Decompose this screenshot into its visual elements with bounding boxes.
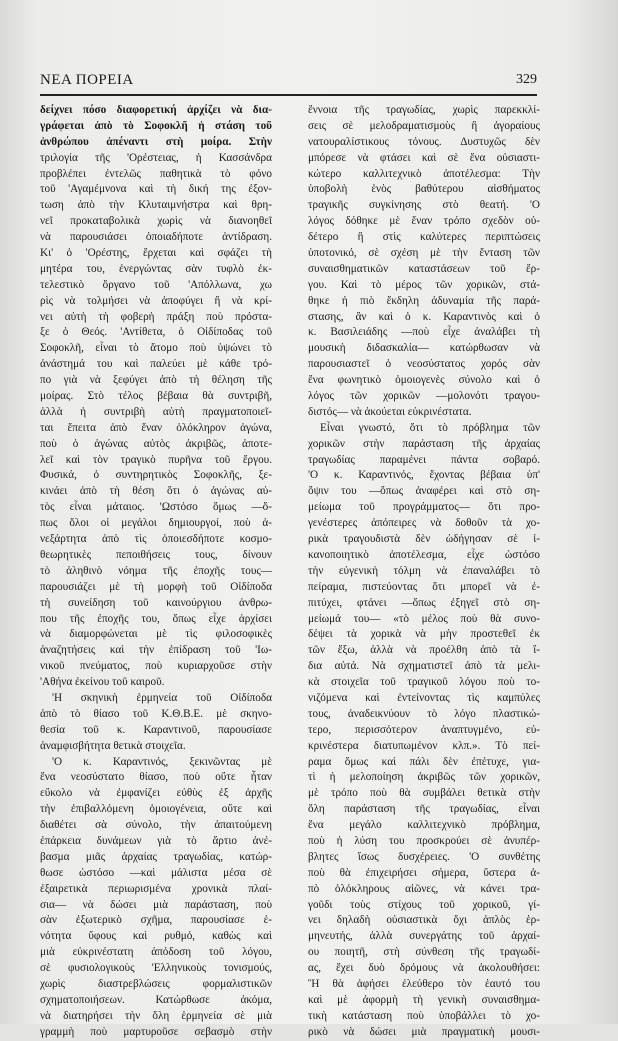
text-line: κανοποιητικὸ ἀποτέλεσμα, εἶχε ὡστόσο xyxy=(308,548,540,561)
text-line: ἀναζητήσεις καὶ τὴν ἐπίδραση τοῦ 'Ιω- xyxy=(40,644,272,657)
text-line: ἕνα νεοσύστατο θίασο, ποὺ οὔτε ἦταν xyxy=(40,771,272,784)
text-line: μοίρας. Στὸ τέλος βέβαια θὰ συντριβῆ, xyxy=(40,390,272,403)
text-line: γοῦδι τοὺς στίχους τοῦ χορικοῦ, γί- xyxy=(308,898,540,911)
text-line: γράφεται ἀπὸ τὸ Σοφοκλῆ ἡ στάση τοῦ xyxy=(40,119,272,132)
text-line: μὲ τρόπο ποὺ θὰ συμβάλει θετικὰ στὴν xyxy=(308,787,540,800)
text-line: δείχνει πόσο διαφορετική ἀρχίζει νὰ δια- xyxy=(40,104,272,116)
text-line: μείωμα τοῦ προγράμματος— ὅτι προ- xyxy=(308,501,540,514)
text-line: σια— νὰ δώσει μιὰ παράσταση, ποὺ xyxy=(40,898,272,911)
text-line: στασης, ἂν καὶ ὁ κ. Καραντινὸς καὶ ὁ xyxy=(308,310,540,323)
text-line: εὔκολο νὰ ἐμφανίζει εὐθὺς ἐξ ἀρχῆς xyxy=(40,787,272,800)
text-line: τραγωδίας παραμένει πάντα σοβαρό. xyxy=(308,453,540,466)
text-line: πως ὅλοι οἱ μεγάλοι δημιουργοί, ποὺ ἀ- xyxy=(40,517,272,530)
text-line: διστός— νὰ ἀκούεται εὐκρινέστατα. xyxy=(308,405,472,418)
text-line: δέτερο ἢ στὶς καλύτερες περιπτώσεις xyxy=(308,231,540,244)
text-line: Ἢ θὰ ἀφήσει ἐλεύθερο τὸν ἑαυτό του xyxy=(308,977,540,990)
text-line: τὸ ἀληθινὸ νόημα τῆς ἐποχῆς τους— xyxy=(40,564,272,577)
text-line: πὸ ὁλόκληρους αἰῶνες, νὰ κάνει τρα- xyxy=(308,882,540,895)
text-line: τριλογία τῆς 'Ορέστειας, ἡ Κασσάνδρα xyxy=(40,151,272,164)
text-line: Φυσικά, ὁ συντηρητικὸς Σοφοκλῆς, ξε- xyxy=(40,469,272,482)
right-column xyxy=(308,103,540,1041)
text-line: ἐπάρκεια δυνάμεων γιὰ τὸ ἄρτιο ἀνέ- xyxy=(40,834,272,847)
text-line: σεις σὲ μελοδραματισμοὺς ἢ ἀγοραίους xyxy=(308,119,540,132)
text-line: ρικὰ τραγουδιστὰ δὲν ὡδήγησαν σὲ ἱ- xyxy=(308,533,540,546)
text-line: κὰ στοιχεῖα τοῦ τραγικοῦ λόγου ποὺ το- xyxy=(308,676,540,689)
text-line: τραγικῆς συγκίνησης στὸ θεατή. 'Ο xyxy=(308,199,540,212)
text-line: καὶ μὲ ἀφορμὴ τὴ γενικὴ συναισθημα- xyxy=(308,993,540,1006)
text-line: λεῖ καὶ τὸν τραγικὸ πυρῆνα τοῦ ἔργου. xyxy=(40,453,272,466)
text-line: ποὺ ἡ λύση του προσκρούει σὲ ἀνυπέρ- xyxy=(308,834,540,847)
text-line: χωρὶς διαστρεβλώσεις φορμαλιστικῶν xyxy=(40,977,272,990)
text-line: ἕνα φωνητικὸ ὁμοιογενὲς σύνολο καὶ ὁ xyxy=(308,374,540,387)
text-line: διαθέτει σὰ σύνολο, τὴν ἀπαιτούμενη xyxy=(40,819,272,832)
text-line: Εἶναι γνωστό, ὅτι τὸ πρόβλημα τῶν xyxy=(320,421,540,434)
text-line: ἀνάστημά του καὶ παλεύει μὲ κάθε τρό- xyxy=(40,358,272,371)
text-line: ου ποιητῆ, στὴ σύνθεση τῆς τραγωδί- xyxy=(308,946,540,959)
text-line: κώτερο καλλιτεχνικὸ ἀποτέλεσμα: Τὴν xyxy=(308,167,540,180)
text-line: ὑποτονικό, σὲ σχέση μὲ τὴν ἔνταση τῶν xyxy=(308,247,540,260)
text-line: ἕνα μεγάλο καλλιτεχνικὸ πρόβλημα, xyxy=(308,819,540,832)
text-line: Κι' ὁ 'Ορέστης, ἔρχεται καὶ σφάζει τὴ xyxy=(40,247,272,260)
text-line: νεξάρτητα ἀπὸ τὶς ὁποιεσδήποτε κοσμο- xyxy=(40,533,272,546)
text-line: γραμμὴ ποὺ μαρτυροῦσε σεβασμὸ στὴν xyxy=(40,1025,272,1038)
left-column xyxy=(40,103,272,1041)
text-line: 'Η σκηνικὴ ἑρμηνεία τοῦ Οἰδίποδα xyxy=(52,691,272,704)
text-line: τωση ἀπὸ τὴν Κλυταιμνήστρα καὶ θρη- xyxy=(40,199,272,212)
text-line: τὴ συνείδηση τοῦ καινούργιου ἀνθρω- xyxy=(40,596,272,609)
text-line: μουσικὴ διδασκαλία— κατώρθωσαν νὰ xyxy=(308,342,540,355)
text-line: παρουσιαστεῖ ὁ νεοσύστατος χορός σὰν xyxy=(308,358,540,371)
text-line: 'Αθήνα ἐκείνου τοῦ καιροῦ. xyxy=(40,676,165,689)
text-line: μιὰ εὐκρινέστατη ἀπόδοση τοῦ λόγου, xyxy=(40,946,272,959)
text-line: σὰν ἐξωτερικὸ σχῆμα, παρουσίασε ἑ- xyxy=(40,914,272,927)
text-line: νικοῦ πνεύματος, ποὺ κυριαρχοῦσε στὴν xyxy=(40,660,272,673)
text-line: τελεστικὸ ὄργανο τοῦ 'Απόλλωνα, χω xyxy=(40,278,272,291)
text-line: θεσία τοῦ κ. Καραντινοῦ, παρουσίασε xyxy=(40,723,272,736)
text-line: θηκε ἡ πιὸ ἔκδηλη ἀδυναμία τῆς παρά- xyxy=(308,294,540,307)
text-line: νιζόμενα καὶ ἐντείνοντας τὶς καμπύλες xyxy=(308,691,540,704)
text-line: νότητα ὕφους καὶ ρυθμό, καθὼς καὶ xyxy=(40,930,272,943)
text-line: βλητες ἴσως δυσχέρειες. 'Ο συνθέτης xyxy=(308,850,540,863)
text-line: τερο, περισσότερον ἀναπτυγμένο, εὐ- xyxy=(308,723,540,736)
text-line: τὴν ἐπιβαλλόμενη ὁμοιογένεια, οὔτε καὶ xyxy=(40,803,272,816)
text-line: κ. Βασιλειάδης —ποὺ εἶχε ἀναλάβει τὴ xyxy=(308,326,540,339)
text-line: τὴν εὐγενικὴ τόλμη νὰ ἐπαναλάβει τὸ xyxy=(308,564,540,577)
text-line: γενέστερες ἀπόπειρες νὰ δοθοῦν τὰ χο- xyxy=(308,517,540,530)
text-line: ται ἔπειτα ἀπὸ ἕναν ὁλόκληρον ἀγώνα, xyxy=(40,421,272,434)
text-line: σὲ φυσιολογικοὺς 'Ελληνικοὺς τονισμούς, xyxy=(40,962,272,975)
page-number: 329 xyxy=(516,72,537,87)
page-header xyxy=(40,70,537,96)
text-line: συναισθηματικῶν καταστάσεων τοῦ ἔρ- xyxy=(308,262,540,275)
text-line: ὅλη παράσταση τῆς τραγωδίας, εἶναι xyxy=(308,803,540,816)
text-line: ἀνθρώπου ἀπέναντι στὴ μοίρα. Στὴν xyxy=(40,135,272,148)
text-line: ρικὸ νὰ δώσει μιὰ πραγματικὴ μουσι- xyxy=(308,1025,540,1038)
text-line: τοῦ 'Αγαμέμνονα καὶ τὴ δική της ἐξον- xyxy=(40,183,272,196)
text-line: λόγος δόθηκε μὲ ἕναν τρόπο σχεδὸν οὐ- xyxy=(308,215,540,228)
text-line: πο γιὰ νὰ ξεφύγει ἀπὸ τὴ θέληση τῆς xyxy=(40,374,272,387)
text-line: τὶ ἡ μελοποίηση ἀκριβῶς τῶν χορικῶν, xyxy=(308,771,540,784)
text-line: μηνευτής, ἀλλὰ συνεργάτης τοῦ ἀρχαί- xyxy=(308,930,540,943)
text-line: νει δηλαδὴ οὐσιαστικὰ ὄχι ἁπλὸς ἑρ- xyxy=(308,914,540,927)
text-line: ποὺ ὁ ἀγώνας αὐτὸς ἀκριβῶς, ἀποτε- xyxy=(40,437,272,450)
text-line: τικὴ κατάσταση ποὺ ὑποβάλλει τὸ χο- xyxy=(308,1009,540,1022)
text-line: κρινέστερα διατυπωμένον κλπ.». Τὸ πεί- xyxy=(308,739,540,752)
text-line: παρουσιάζει μὲ τὴ μορφὴ τοῦ Οἰδίποδα xyxy=(40,580,272,593)
text-line: σχηματοποιήσεων. Κατώρθωσε ἀκόμα, xyxy=(40,993,272,1006)
text-line: προβλέπει ἐντελῶς παθητικὰ τὸ φόνο xyxy=(40,167,272,180)
text-line: 'Ο κ. Καραντινός, ξεκινῶντας μὲ xyxy=(52,755,272,768)
text-line: τῶν ἔξω, ἀλλὰ νὰ προέλθη ἀπὸ τὰ ἴ- xyxy=(308,644,540,657)
text-line: ἔννοια τῆς τραγωδίας, χωρὶς παρεκκλί- xyxy=(308,104,540,116)
running-title: ΝΕΑ ΠΟΡΕΙΑ xyxy=(40,72,134,88)
text-line: πείραμα, πιστεύοντας ὅτι μπορεῖ νὰ ἐ- xyxy=(308,580,540,593)
text-line: νὰ διαμορφώνεται μὲ τὶς φιλοσοφικὲς xyxy=(40,628,272,641)
text-line: Σοφοκλῆ, εἶναι τὸ ἄτομο ποὺ ὑψώνει τὸ xyxy=(40,342,272,355)
text-line: ας, ἔχει δυὸ δρόμους νὰ ἀκολουθήσει: xyxy=(308,962,540,975)
text-line: μείωμά του— «τὸ μέλος ποὺ θὰ συνο- xyxy=(308,612,540,625)
text-line: που τῆς ἐποχῆς του, ὅπως εἶχε ἀρχίσει xyxy=(40,612,272,625)
text-line: νατουραλίστικους τόνους. Δυστυχῶς δὲν xyxy=(308,135,540,148)
text-line: δέψει τὰ χορικὰ νὰ μὴν προστεθεῖ ἐκ xyxy=(308,628,540,641)
text-line: νὰ διατηρήσει τὴν ὅλη ἑρμηνεία σὲ μιὰ xyxy=(40,1009,272,1022)
text-line: 'Ο κ. Καραντινός, ἔχοντας βέβαια ὑπ' xyxy=(308,469,540,482)
text-line: ξε ὁ Θεός. 'Αντίθετα, ὁ Οἰδίποδας τοῦ xyxy=(40,326,272,339)
text-line: ὄψιν του —ὅπως ἀναφέρει καὶ στὸ ση- xyxy=(308,485,540,498)
text-line: νει αὐτὴ τὴ φοβερὴ πράξη ποὺ πρόστα- xyxy=(40,310,272,323)
text-line: γου. Καὶ τὸ μέρος τῶν χορικῶν, στά- xyxy=(308,278,540,291)
text-line: θεωρητικὲς πεποιθήσεις τους, δίνουν xyxy=(40,548,272,561)
text-line: μητέρα του, ἐνεργώντας σὰν τυφλὸ ἐκ- xyxy=(40,262,272,275)
text-line: νεῖ προκαταβολικὰ χωρὶς νὰ διανοηθεῖ xyxy=(40,215,272,228)
text-line: ποὺ θὰ ἐπιχειρήσει σήμερα, ὕστερα ἀ- xyxy=(308,866,540,879)
text-line: ραμα ὅμως καὶ πάλι δὲν ἐπέτυχε, για- xyxy=(308,755,540,768)
text-line: μπόρεσε νὰ φτάσει καὶ σὲ ἕνα οὐσιαστι- xyxy=(308,151,540,164)
text-line: τους, ἀναδεικνύουν τὸ λόγο πλαστικώ- xyxy=(308,707,540,720)
text-line: ἀλλὰ ἡ συντριβὴ αὐτὴ πραγματοποιεῖ- xyxy=(40,405,272,418)
text-line: χορικῶν στὴν παράσταση τῆς ἀρχαίας xyxy=(308,437,540,450)
text-line: βασμα μιᾶς ἀρχαίας τραγωδίας, κατώρ- xyxy=(40,850,272,863)
text-line: ὑποβολὴ ἑνὸς βαθύτερου αἰσθήματος xyxy=(308,183,540,196)
text-line: ἀναμφισβήτητα θετικὰ στοιχεῖα. xyxy=(40,739,186,752)
text-line: δια αὐτά. Νὰ σχηματιστεῖ ἀπὸ τὰ μελι- xyxy=(308,660,540,673)
text-line: ρὶς νὰ τολμήσει νὰ ἀποφύγει ἢ νὰ κρί- xyxy=(40,294,272,307)
text-line: ἐξαιρετικὰ περιωρισμένα χρονικὰ πλαί- xyxy=(40,882,272,895)
text-line: νὰ παρουσιάσει ὁποιαδήποτε ἀντίδραση. xyxy=(40,231,272,244)
text-line: τὸς εἶναι μάταιος. 'Ωστόσο ὅμως —ὅ- xyxy=(40,501,272,514)
text-line: πιτύχει, φτάνει —ὅπως ἐξηγεῖ στὸ ση- xyxy=(308,596,540,609)
text-line: ἀπὸ τὸ θίασο τοῦ Κ.Θ.Β.Ε. μὲ σκηνο- xyxy=(40,707,272,720)
text-line: κινάει ἀπὸ τὴ θέση ὅτι ὁ ἀγώνας αὐ- xyxy=(40,485,272,498)
text-line: θωσε ὡστόσο —καὶ μάλιστα μέσα σὲ xyxy=(40,866,272,879)
text-line: λόγος τῶν χορικῶν —μολονότι τραγου- xyxy=(308,390,540,403)
